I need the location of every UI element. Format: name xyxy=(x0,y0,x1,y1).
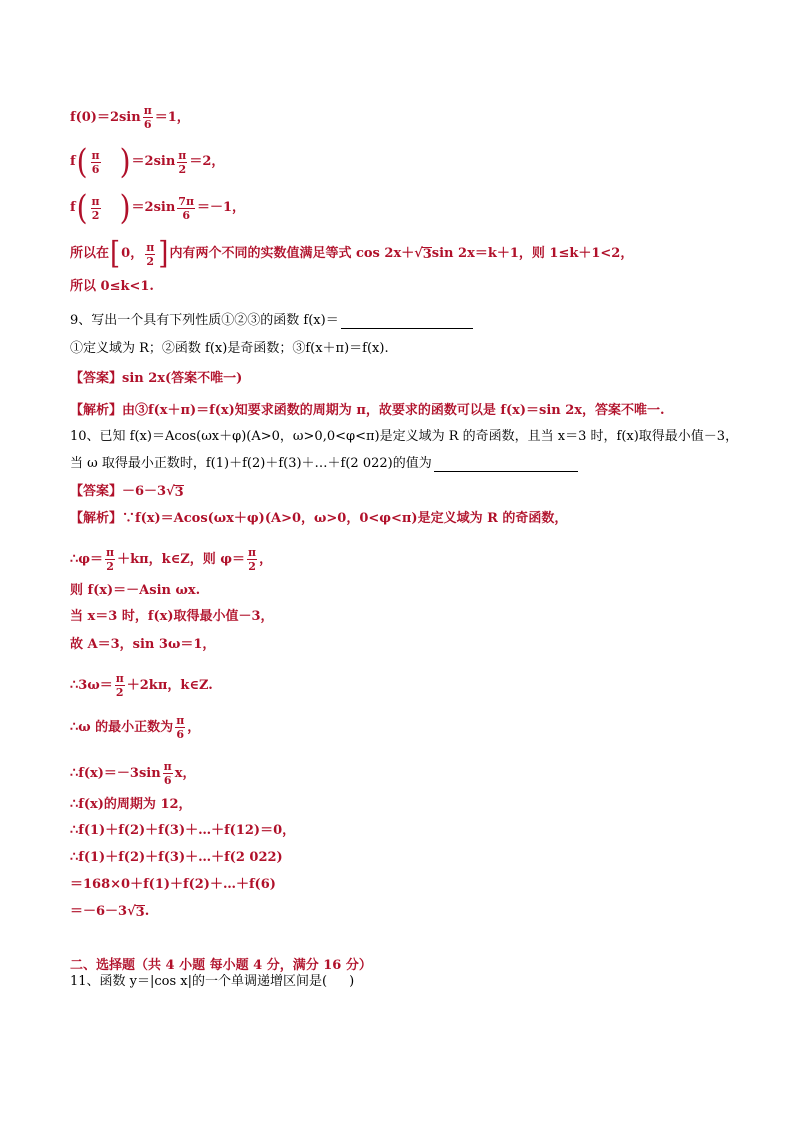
question-text: ) xyxy=(349,974,355,989)
explanation-text: 【解析】由③f(x＋π)＝f(x)知要求函数的周期为 π，故要求的函数可以是 f(x)＝sin 2x，答案不唯一. xyxy=(70,403,665,418)
section-heading: 二、选择题（共 4 小题 每小题 4 分，满分 16 分） xyxy=(70,958,372,973)
explanation-10 xyxy=(70,510,567,528)
fraction: $\frac{\pi}{6}$ xyxy=(143,104,152,131)
fraction: $\frac{\pi}{2}$ xyxy=(115,672,124,699)
fraction: $\frac{\pi}{6}$ xyxy=(163,760,172,787)
text: ， xyxy=(187,719,201,735)
step-fx xyxy=(70,582,200,600)
question-10 xyxy=(70,428,738,446)
text: ＝168×0＋f(1)＋f(2)＋…＋f(6) xyxy=(70,877,276,892)
step-period xyxy=(70,796,192,814)
solution-line-f-pi6: f ( $\frac{\pi}{6}$ ) ＝2sin $\frac{\pi}{2}$ ＝2， xyxy=(70,141,225,182)
text: f xyxy=(70,200,76,215)
question-11 xyxy=(70,973,354,991)
text: ＝2， xyxy=(189,154,225,169)
question-text: 10、已知 f(x)＝Acos(ωx＋φ)(A>0，ω>0,0<φ<π)是定义域为 R 的奇函数，且当 x＝3 时，f(x)取得最小值－3， xyxy=(70,429,739,444)
text: f(0)＝2sin xyxy=(70,109,141,125)
text: ＝2sin xyxy=(131,200,176,215)
step-3omega xyxy=(70,672,213,699)
step-result: ＝－6－3 √ 3 . xyxy=(70,904,150,920)
text: 所以 0≤k<1. xyxy=(70,279,154,294)
text: ＋kπ，k∈Z，则 φ＝ xyxy=(117,551,246,567)
text: ＝1， xyxy=(154,109,190,125)
question-9-conditions xyxy=(70,340,389,358)
text: ∴φ＝ xyxy=(70,551,104,567)
fraction: $\frac{7\pi}{6}$ xyxy=(178,194,195,222)
solution-line-interval: 所以在 [ 0， $\frac{\pi}{2}$ ] 内有两个不同的实数值满足等式 cos 2x＋ √ 3 sin 2x＝k＋1，则 1≤k＋1<2， xyxy=(70,236,634,272)
question-text: ①定义域为 R；②函数 f(x)是奇函数；③f(x＋π)＝f(x). xyxy=(70,341,389,356)
fraction: $\frac{\pi}{2}$ xyxy=(146,240,155,268)
text: ∴f(1)＋f(2)＋f(3)＋…＋f(12)＝0， xyxy=(70,823,296,838)
solution-line-f-pi2: f ( $\frac{\pi}{2}$ ) ＝2sin $\frac{7\pi}{6}$ ＝－1， xyxy=(70,187,246,228)
fraction: $\frac{\pi}{2}$ xyxy=(248,546,257,573)
explanation-9 xyxy=(70,402,665,420)
sqrt: 3 xyxy=(422,247,432,262)
sqrt: 3 xyxy=(135,905,145,920)
step-168 xyxy=(70,876,276,894)
step-A xyxy=(70,636,215,654)
answer-blank xyxy=(434,457,578,472)
text: ∴ω 的最小正数为 xyxy=(70,719,174,735)
step-sum2022 xyxy=(70,849,283,867)
fraction: $\frac{\pi}{2}$ xyxy=(91,194,100,222)
text: ∴f(x)的周期为 12， xyxy=(70,797,192,812)
answer-10: 【答案】－6－3 √ 3 xyxy=(70,484,184,500)
solution-line-k-range xyxy=(70,278,154,296)
text: ∴3ω＝ xyxy=(70,677,113,693)
text: ＝2sin xyxy=(131,154,176,169)
step-omega xyxy=(70,714,200,741)
text: ＋2kπ，k∈Z. xyxy=(126,677,213,693)
explanation-text: 【解析】∵f(x)＝Acos(ωx＋φ)(A>0，ω>0，0<φ<π)是定义域为 R 的奇函数， xyxy=(70,511,568,526)
text: ， xyxy=(259,551,273,567)
text: ∴f(x)＝－3sin xyxy=(70,765,161,781)
step-min xyxy=(70,608,274,626)
text: 当 x＝3 时，f(x)取得最小值－3， xyxy=(70,609,274,624)
text: ＝－1， xyxy=(197,200,246,215)
question-text: 当 ω 取得最小正数时，f(1)＋f(2)＋f(3)＋…＋f(2 022)的值为 xyxy=(70,456,432,471)
text: ∴f(1)＋f(2)＋f(3)＋…＋f(2 022) xyxy=(70,850,283,865)
fraction: $\frac{\pi}{2}$ xyxy=(178,148,187,176)
answer-text: 【答案】sin 2x(答案不唯一) xyxy=(70,371,243,386)
sqrt: 3 xyxy=(174,485,184,500)
text: x， xyxy=(174,765,196,781)
text: 则 f(x)＝－Asin ωx. xyxy=(70,583,201,598)
step-fx-final xyxy=(70,760,196,787)
text: 所以在 xyxy=(70,246,110,261)
text: 故 A＝3，sin 3ω＝1， xyxy=(70,637,216,652)
fraction: $\frac{\pi}{6}$ xyxy=(91,148,100,176)
step-sum12 xyxy=(70,822,295,840)
text: . xyxy=(144,904,150,919)
answer-blank xyxy=(341,314,473,329)
answer-9 xyxy=(70,370,242,388)
fraction: $\frac{\pi}{2}$ xyxy=(106,546,115,573)
text: 0， xyxy=(121,246,144,261)
solution-line-f0 xyxy=(70,104,190,131)
question-text: 9、写出一个具有下列性质①②③的函数 f(x)＝ xyxy=(70,313,339,328)
question-10-line2 xyxy=(70,455,578,473)
text: f xyxy=(70,154,76,169)
text: sin 2x＝k＋1，则 1≤k＋1<2， xyxy=(431,246,634,261)
fraction: $\frac{\pi}{6}$ xyxy=(176,714,185,741)
text: 内有两个不同的实数值满足等式 cos 2x＋ xyxy=(169,246,415,261)
question-9 xyxy=(70,312,473,330)
step-phi xyxy=(70,546,272,573)
text: ＝－6－3 xyxy=(70,904,128,919)
question-text: 11、函数 y＝|cos x|的一个单调递增区间是( xyxy=(70,974,328,989)
answer-text: 【答案】－6－3 xyxy=(70,484,167,499)
